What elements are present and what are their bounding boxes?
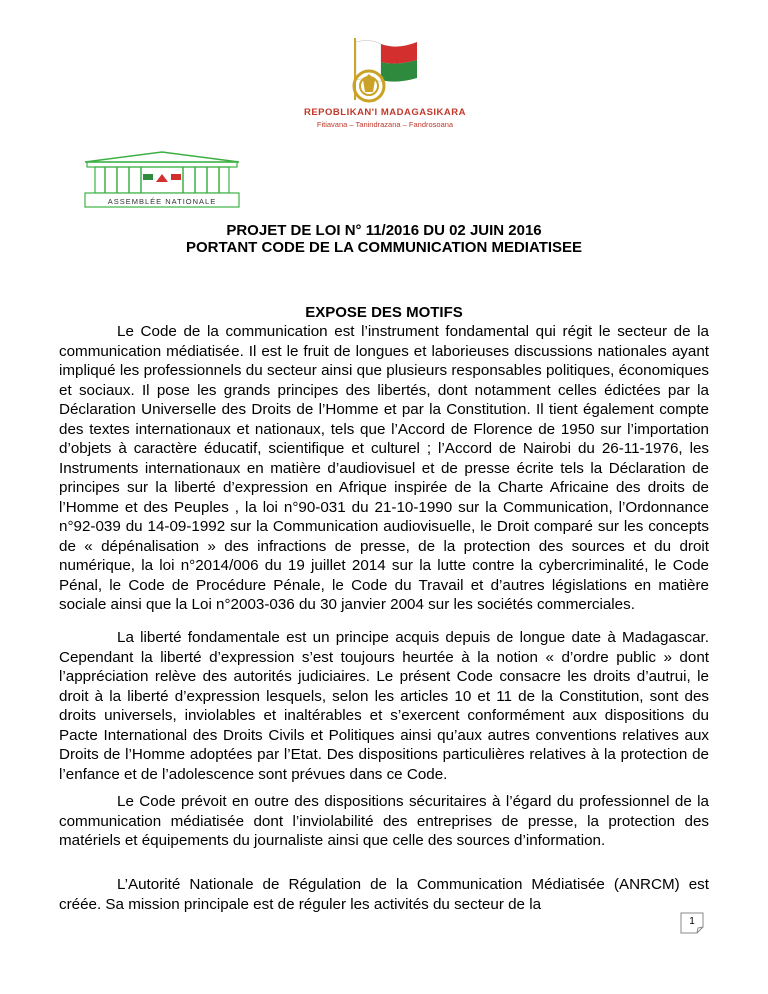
- assembly-label: ASSEMBLÉE NATIONALE: [107, 197, 217, 206]
- seal-motto: Fitiavana – Tanindrazana – Fandrosoana: [316, 120, 454, 129]
- seal-emblem-icon: [285, 34, 485, 109]
- seal-title: REPOBLIKAN'I MADAGASIKARA: [303, 107, 466, 118]
- paragraph-1: Le Code de la communication est l’instrument fondamental qui régit le secteur de la communication médiatisée. Il est le fruit de longues et laborieuses discussions nationales ayant impliqué les professionnels du secteur ainsi que plusieurs responsables politiques, économiques et sociaux. Il pose les grands principes des libertés, dont notamment celles édictées par la Déclaration Universelle des Droits de l’Homme et par la Constitution. Il tient également compte des textes internationaux et nationaux, tels que l’Accord de Florence de 1950 sur l’importation d’objets à caractère éducatif, scientifique et culturel ; l’Accord de Nairobi du 26-11-1976, les Instruments internationaux en matière d’audiovisuel et de presse écrite tels la Déclaration de principes sur la liberté d’expression en Afrique inspirée de la Charte Africaine des droits de l’Homme et des Peuples , la loi n°90-031 du 21-10-1990 sur la Communication, l’Ordonnance n°92-039 du 14-09-1992 sur la Communication audiovisuelle, le Droit comparé sur les concepts de « dépénalisation » des infractions de presse, de la protection des sources et du droit numérique, la loi n°2014/006 du 19 juillet 2014 sur la lutte contre la cybercriminalité, le Code Pénal, le Code de Procédure Pénale, le Code du Travail et d’autres législations en matière sociale ainsi que la Loi n°2003-036 du 30 janvier 2004 sur les sociétés commerciales.: [59, 323, 709, 613]
- paragraph-3: Le Code prévoit en outre des dispositions sécuritaires à l’égard du professionnel de la communication médiatisée dont l’inviolabilité des entreprises de presse, la protection des matériels et équipements du journaliste ainsi que celle des sources d’information.: [59, 793, 709, 849]
- national-seal: [285, 34, 485, 134]
- paragraph-2: La liberté fondamentale est un principe acquis depuis de longue date à Madagascar. Cependant la liberté d’expression s’est toujours heurtée à la notion « d’ordre public » dont l’appréciation relève des autorités judiciaires. Le présent Code consacre les droits d’autrui, le droit à la liberté d’expression lesquels, selon les articles 10 et 11 de la Constitution, sont des droits universels, inviolables et inaltérables et s’exercent conformément aux dispositions du Pacte International des Droits Civils et Politiques ainsi qu’aux autres conventions relatives aux Droits de l’Homme adoptées par l’Etat. Des dispositions particulières relatives à la protection de l’enfance et de l’adolescence sont prévues dans ce Code.: [59, 629, 709, 783]
- law-title-line2: PORTANT CODE DE LA COMMUNICATION MEDIATISEE: [185, 239, 583, 256]
- section-title: EXPOSE DES MOTIFS: [305, 304, 463, 321]
- page-number-box: [680, 912, 704, 934]
- assembly-logo: [83, 150, 241, 210]
- paragraph-4: L’Autorité Nationale de Régulation de la Communication Médiatisée (ANRCM) est créée. Sa mission principale est de réguler les activités du secteur de la: [59, 876, 709, 913]
- law-title-line1: PROJET DE LOI N° 11/2016 DU 02 JUIN 2016: [226, 222, 542, 239]
- page-number: 1: [689, 916, 695, 927]
